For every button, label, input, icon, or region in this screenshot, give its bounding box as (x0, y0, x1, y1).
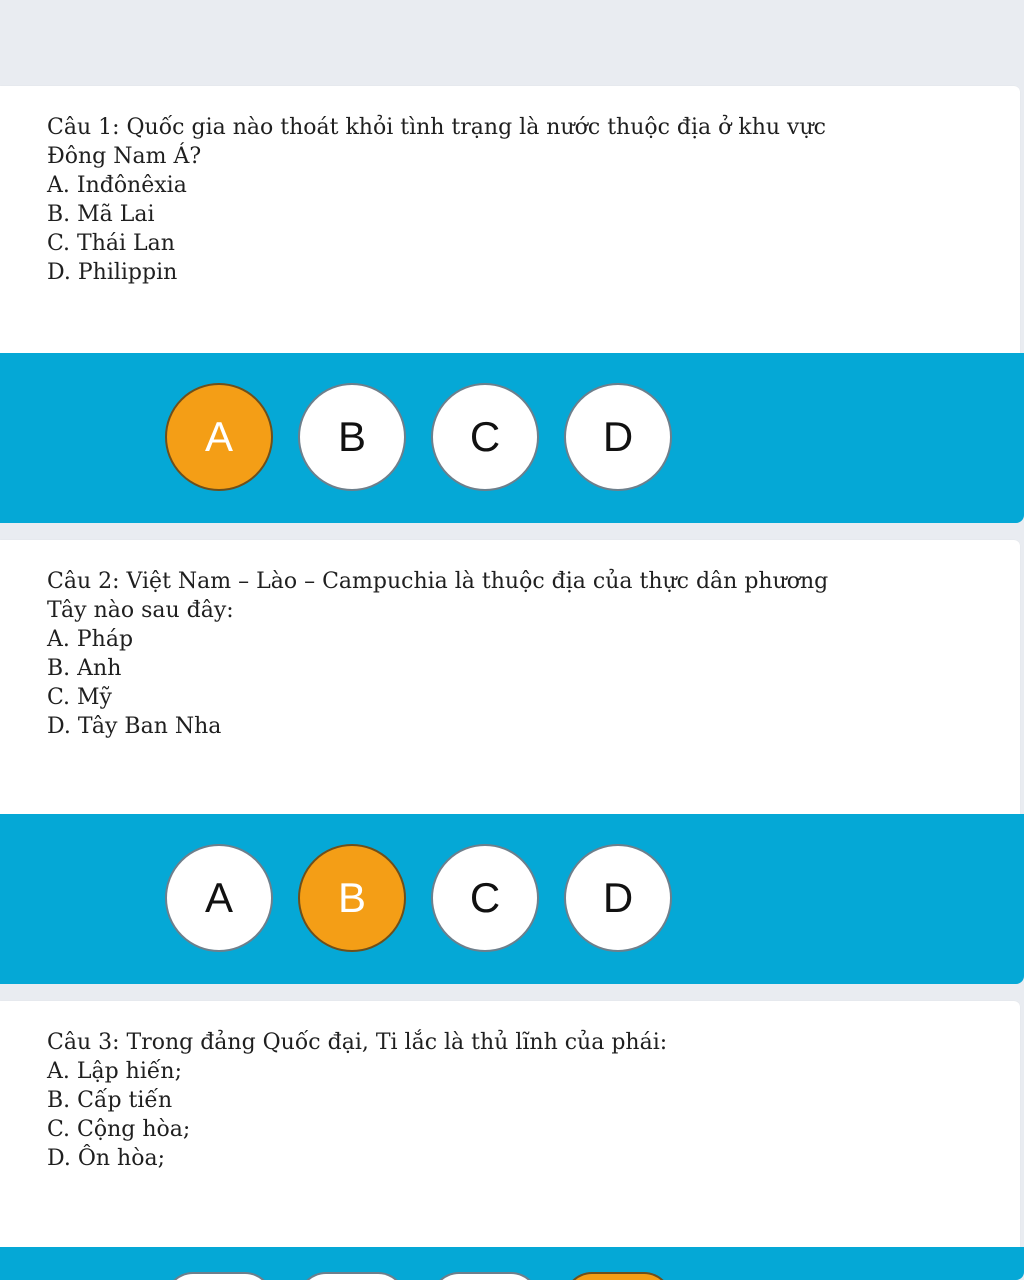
option-a-q3: A. Lập hiến; (47, 1059, 182, 1084)
question-card-1 (0, 86, 1020, 353)
choice-b-q1[interactable]: B (298, 383, 406, 491)
option-b-q3: B. Cấp tiến (47, 1088, 173, 1113)
choice-d-q1[interactable]: D (564, 383, 672, 491)
question-text-3: Câu 3: Trong đảng Quốc đại, Ti lắc là thủ lĩnh của phái: (47, 1030, 668, 1055)
choice-d-q2[interactable]: D (564, 844, 672, 952)
question-card-3 (0, 1001, 1020, 1247)
option-c-q3: C. Cộng hòa; (47, 1117, 191, 1142)
choice-c-q2[interactable]: C (431, 844, 539, 952)
option-a-q1: A. Inđônêxia (47, 173, 187, 198)
question-text-1: Câu 1: Quốc gia nào thoát khỏi tình trạng là nước thuộc địa ở khu vực Đông Nam Á? (47, 115, 826, 169)
choice-c-q1[interactable]: C (431, 383, 539, 491)
answer-band-3 (0, 1247, 1024, 1280)
top-gap (0, 0, 1024, 86)
answer-band-1 (0, 353, 1024, 523)
option-a-q2: A. Pháp (47, 627, 134, 652)
choice-b-q2[interactable]: B (298, 844, 406, 952)
option-b-q2: B. Anh (47, 656, 122, 681)
question-text-2: Câu 2: Việt Nam – Lào – Campuchia là thuộc địa của thực dân phương Tây nào sau đây: (47, 569, 829, 623)
choice-c-q3-partial[interactable] (431, 1272, 539, 1280)
choice-a-q1[interactable]: A (165, 383, 273, 491)
option-d-q3: D. Ôn hòa; (47, 1146, 165, 1171)
option-c-q2: C. Mỹ (47, 685, 112, 710)
option-d-q1: D. Philippin (47, 260, 178, 285)
choice-d-q3-partial[interactable] (564, 1272, 672, 1280)
choice-a-q2[interactable]: A (165, 844, 273, 952)
option-c-q1: C. Thái Lan (47, 231, 175, 256)
choice-a-q3-partial[interactable] (165, 1272, 273, 1280)
answer-band-2 (0, 814, 1024, 984)
option-b-q1: B. Mã Lai (47, 202, 155, 227)
choice-b-q3-partial[interactable] (298, 1272, 406, 1280)
option-d-q2: D. Tây Ban Nha (47, 714, 222, 739)
question-card-2 (0, 540, 1020, 814)
